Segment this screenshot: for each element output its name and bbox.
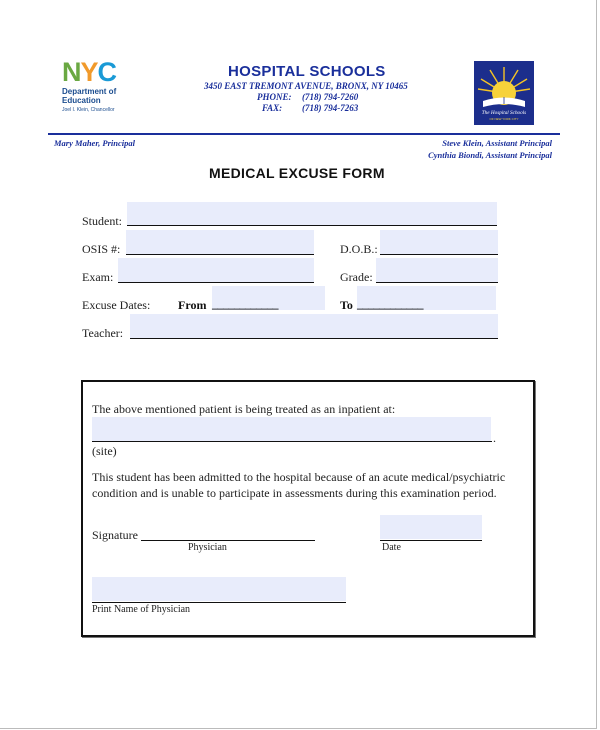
signature-label: Signature [92, 528, 138, 542]
student-field[interactable] [127, 202, 497, 225]
inpatient-statement: The above mentioned patient is being treated as an inpatient at: [92, 402, 396, 416]
hs-logo-line2: OF NEW YORK CITY [489, 117, 519, 121]
admission-statement-line2: condition and is unable to participate in assessments during this examination period. [92, 486, 497, 500]
nyc-doe-logo [62, 58, 162, 126]
dob-field[interactable] [380, 230, 498, 254]
hs-logo-line1: The Hospital Schools [481, 110, 527, 116]
form-title: MEDICAL EXCUSE FORM [209, 165, 385, 181]
to-label: To [340, 298, 353, 312]
site-label: (site) [92, 444, 117, 458]
grade-underline [376, 282, 498, 283]
date-underline [380, 540, 482, 541]
nyc-wordmark: NYC [62, 57, 117, 87]
print-name-label: Print Name of Physician [92, 604, 191, 615]
physician-label: Physician [188, 542, 227, 553]
assistant-principal-1: Steve Klein, Assistant Principal [442, 138, 552, 148]
phone-label: PHONE: [257, 92, 292, 102]
teacher-field[interactable] [130, 314, 498, 338]
header-divider [48, 133, 560, 135]
from-label: From [178, 298, 207, 312]
nyc-chancellor: Joel I. Klein, Chancellor [62, 107, 115, 113]
dob-label: D.O.B.: [340, 242, 378, 256]
signature-line[interactable] [141, 540, 315, 541]
physician-name-underline [92, 602, 346, 603]
exam-underline [118, 282, 314, 283]
grade-field[interactable] [376, 258, 498, 282]
admission-statement-line1: This student has been admitted to the hospital because of an acute medical/psychiatric [92, 470, 506, 484]
student-label: Student: [82, 214, 123, 228]
osis-field[interactable] [126, 230, 314, 254]
to-date-line: ____________ [357, 297, 423, 311]
exam-field[interactable] [118, 258, 314, 282]
teacher-underline [130, 338, 498, 339]
excuse-dates-label: Excuse Dates: [82, 298, 151, 312]
date-field[interactable] [380, 515, 482, 539]
grade-label: Grade: [340, 270, 373, 284]
site-period: . [493, 431, 496, 445]
date-label: Date [382, 542, 401, 553]
student-underline [127, 225, 497, 226]
school-title: HOSPITAL SCHOOLS [228, 63, 386, 80]
dob-underline [380, 254, 498, 255]
fax-label: FAX: [262, 103, 283, 113]
teacher-label: Teacher: [82, 326, 124, 340]
physician-name-field[interactable] [92, 577, 346, 601]
site-underline [92, 441, 492, 442]
from-date-line: ____________ [212, 297, 278, 311]
fax-number: (718) 794-7263 [302, 103, 359, 113]
hospital-schools-logo [474, 61, 534, 125]
sunrise-book-icon [474, 61, 534, 125]
assistant-principal-2: Cynthia Biondi, Assistant Principal [428, 150, 552, 160]
principal-name: Mary Maher, Principal [54, 138, 135, 148]
osis-label: OSIS #: [82, 242, 121, 256]
osis-underline [126, 254, 314, 255]
site-field[interactable] [92, 417, 491, 441]
school-address: 3450 EAST TREMONT AVENUE, BRONX, NY 10465 [204, 81, 408, 91]
nyc-dept-name: Department of Education [62, 87, 117, 105]
phone-number: (718) 794-7260 [302, 92, 359, 102]
exam-label: Exam: [82, 270, 114, 284]
